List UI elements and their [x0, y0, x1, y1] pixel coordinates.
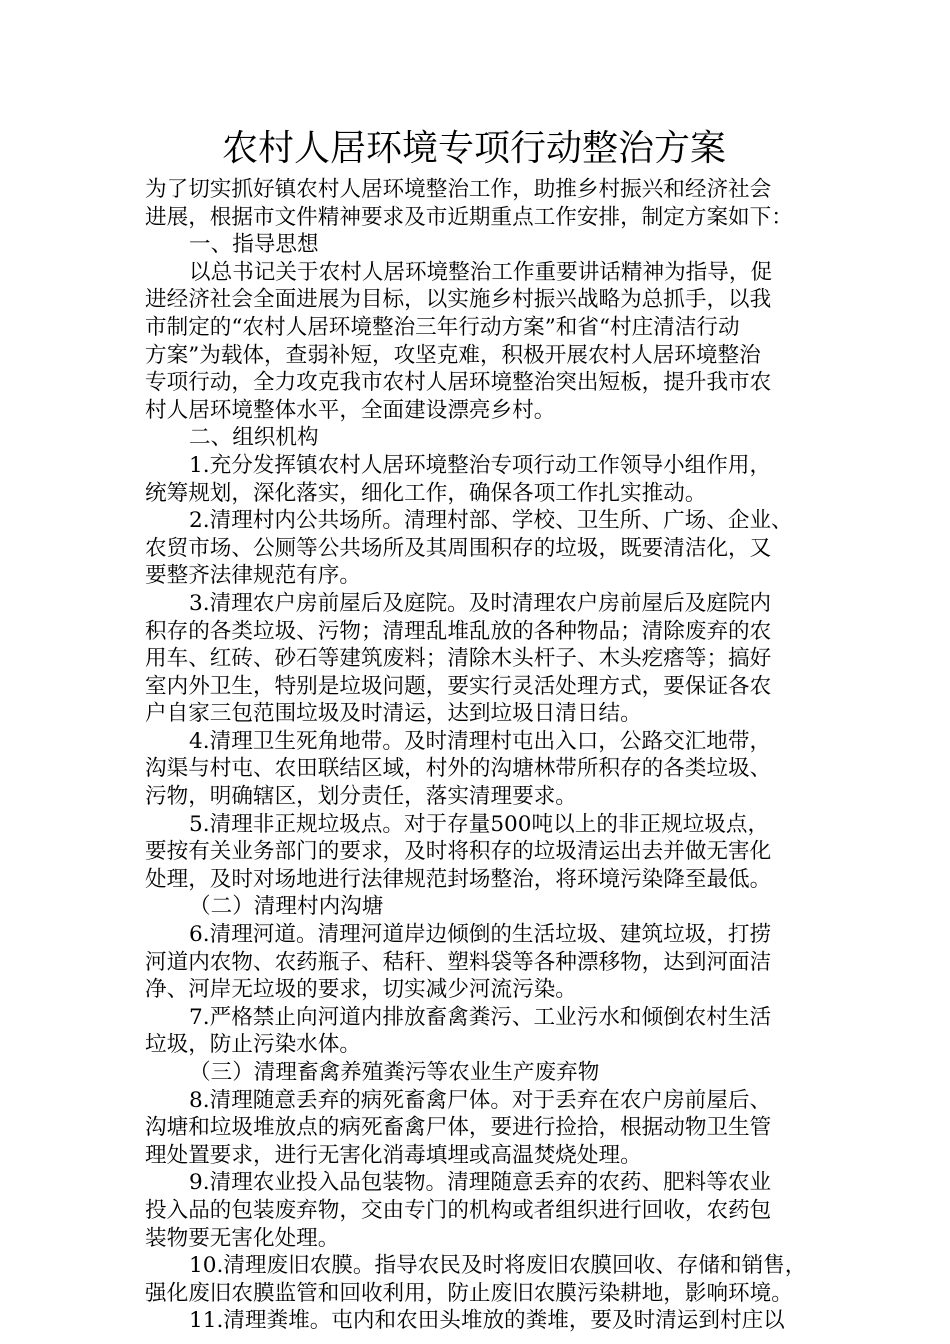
text-line: （二）清理村内沟塘 — [189, 894, 384, 920]
text-line: 室内外卫生，特别是垃圾问题，要实行灵活处理方式，要保证各农 — [145, 673, 772, 699]
text-line: 二、组织机构 — [189, 425, 319, 451]
text-line: 一、指导思想 — [189, 232, 319, 258]
text-line: 统筹规划，深化落实，细化工作，确保各项工作扎实推动。 — [145, 480, 707, 506]
text-line: 专项行动，全力攻克我市农村人居环境整治突出短板，提升我市农 — [145, 370, 772, 396]
text-line: 6.清理河道。清理河道岸边倾倒的生活垃圾、建筑垃圾，打捞 — [189, 922, 772, 948]
text-line: 村人居环境整体水平，全面建设漂亮乡村。 — [145, 397, 556, 423]
text-line: 沟塘和垃圾堆放点的病死畜禽尸体，要进行捡拾，根据动物卫生管 — [145, 1115, 772, 1141]
text-line: 要整齐法律规范有序。 — [145, 563, 361, 589]
text-line: 积存的各类垃圾、污物；清理乱堆乱放的各种物品；清除废弃的农 — [145, 618, 772, 644]
document-title: 农村人居环境专项行动整治方案 — [221, 128, 726, 169]
text-line: 以总书记关于农村人居环境整治工作重要讲话精神为指导，促 — [189, 259, 773, 285]
text-line: 4.清理卫生死角地带。及时清理村屯出入口，公路交汇地带， — [189, 728, 772, 754]
text-line: 9.清理农业投入品包装物。清理随意丢弃的农药、肥料等农业 — [189, 1170, 772, 1196]
text-line: 污物，明确辖区，划分责任，落实清理要求。 — [145, 784, 577, 810]
text-line: 户自家三包范围垃圾及时清运，达到垃圾日清日结。 — [145, 701, 642, 727]
document-body — [145, 176, 813, 1335]
text-line: 10.清理废旧农膜。指导农民及时将废旧农膜回收、存储和销售， — [189, 1253, 807, 1279]
text-line: 11.清理粪堆。屯内和农田头堆放的粪堆，要及时清运到村庄以 — [189, 1308, 785, 1334]
text-line: 垃圾，防止污染水体。 — [145, 1032, 361, 1058]
text-line: 进展，根据市文件精神要求及市近期重点工作安排，制定方案如下： — [145, 204, 793, 230]
text-line: （三）清理畜禽养殖粪污等农业生产废弃物 — [189, 1060, 600, 1085]
text-line: 方案”为载体，查弱补短，攻坚克难，积极开展农村人居环境整治 — [145, 342, 761, 368]
text-line: 装物要无害化处理。 — [145, 1225, 340, 1251]
text-line: 河道内农物、农药瓶子、秸秆、塑料袋等各种漂移物，达到河面洁 — [145, 949, 772, 975]
text-line: 用车、红砖、砂石等建筑废料；清除木头杆子、木头疙瘩等；搞好 — [145, 646, 772, 672]
text-line: 强化废旧农膜监管和回收利用，防止废旧农膜污染耕地，影响环境。 — [145, 1280, 793, 1306]
document-page — [145, 122, 813, 1335]
text-line: 8.清理随意丢弃的病死畜禽尸体。对于丢弃在农户房前屋后、 — [189, 1087, 772, 1113]
text-line: 1.充分发挥镇农村人居环境整治专项行动工作领导小组作用， — [189, 452, 772, 478]
text-line: 市制定的“农村人居环境整治三年行动方案”和省“村庄清洁行动 — [145, 314, 740, 340]
text-line: 要按有关业务部门的要求，及时将积存的垃圾清运出去并做无害化 — [145, 839, 772, 865]
text-line: 处理，及时对场地进行法律规范封场整治，将环境污染降至最低。 — [145, 866, 772, 892]
text-line: 沟渠与村屯、农田联结区域，村外的沟塘林带所积存的各类垃圾、 — [145, 756, 772, 782]
text-line: 为了切实抓好镇农村人居环境整治工作，助推乡村振兴和经济社会 — [145, 177, 772, 202]
text-line: 7.严格禁止向河道内排放畜禽粪污、工业污水和倾倒农村生活 — [189, 1004, 772, 1030]
text-line: 5.清理非正规垃圾点。对于存量500吨以上的非正规垃圾点， — [189, 811, 770, 837]
text-line: 进经济社会全面进展为目标，以实施乡村振兴战略为总抓手，以我 — [145, 287, 772, 313]
text-line: 农贸市场、公厕等公共场所及其周围积存的垃圾，既要清洁化，又 — [145, 535, 772, 561]
text-line: 净、河岸无垃圾的要求，切实减少河流污染。 — [145, 977, 577, 1003]
text-line: 理处置要求，进行无害化消毒填埋或高温焚烧处理。 — [145, 1142, 642, 1168]
text-line: 2.清理村内公共场所。清理村部、学校、卫生所、广场、企业、 — [189, 508, 793, 534]
text-line: 3.清理农户房前屋后及庭院。及时清理农户房前屋后及庭院内 — [189, 590, 772, 616]
text-line: 投入品的包装废弃物，交由专门的机构或者组织进行回收，农药包 — [145, 1197, 772, 1223]
